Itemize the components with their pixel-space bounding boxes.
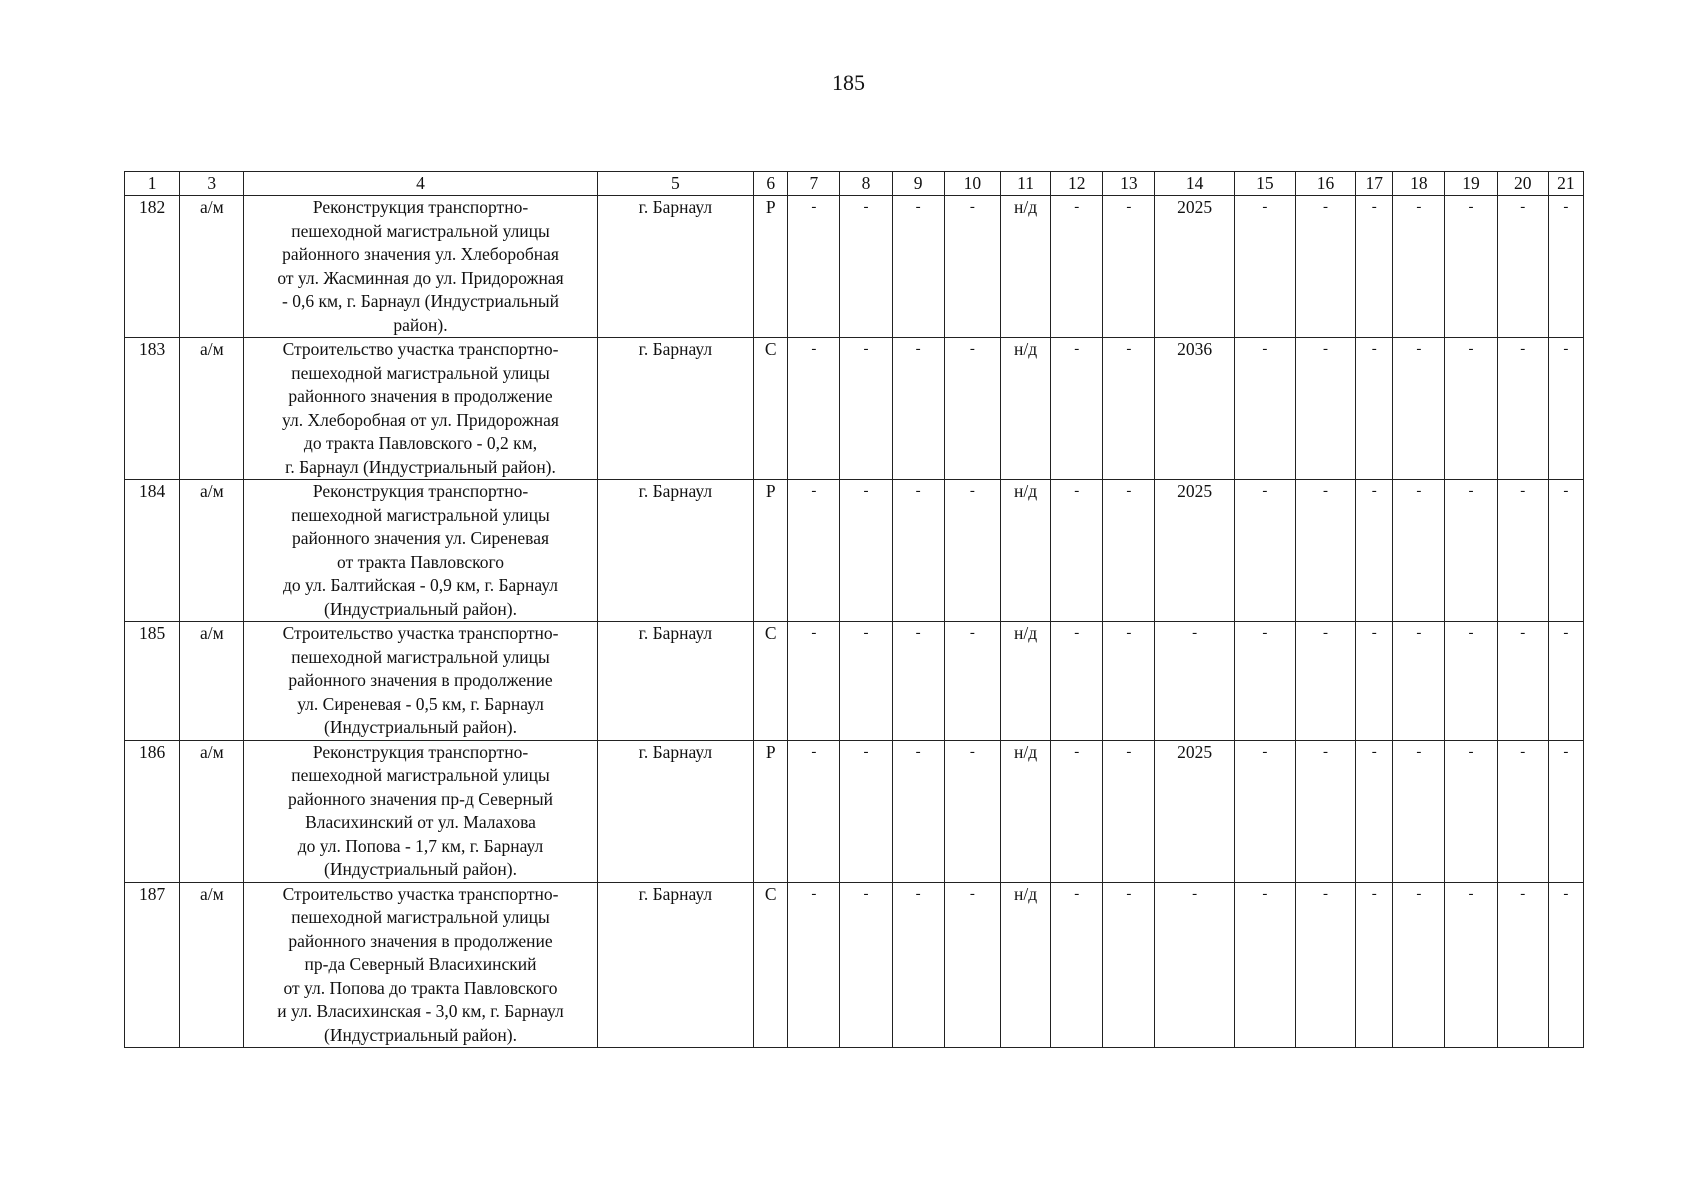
table-cell: - <box>1445 480 1497 622</box>
table-cell: - <box>1393 622 1445 741</box>
table-cell: - <box>1548 882 1583 1048</box>
column-header: 5 <box>597 172 754 196</box>
table-cell: - <box>1356 480 1393 622</box>
table-cell: - <box>1548 622 1583 741</box>
column-header: 19 <box>1445 172 1497 196</box>
table-cell: - <box>1497 740 1548 882</box>
year-cell: 2036 <box>1155 338 1234 480</box>
table-cell: - <box>892 338 944 480</box>
column-header: 11 <box>1000 172 1050 196</box>
row-number: 182 <box>125 196 180 338</box>
table-cell: - <box>1295 480 1355 622</box>
object-type: а/м <box>180 196 244 338</box>
table-row <box>125 740 1584 882</box>
column-header: 10 <box>944 172 1000 196</box>
object-type: а/м <box>180 622 244 741</box>
table-cell: - <box>1356 338 1393 480</box>
location-cell: г. Барнаул <box>597 740 754 882</box>
column-header: 6 <box>754 172 788 196</box>
table-cell: - <box>892 740 944 882</box>
table-cell: - <box>1548 338 1583 480</box>
table-row <box>125 338 1584 480</box>
table-cell: - <box>892 622 944 741</box>
column-header: 18 <box>1393 172 1445 196</box>
column-header: 16 <box>1295 172 1355 196</box>
table-cell: - <box>1234 882 1295 1048</box>
table-cell: - <box>1051 480 1103 622</box>
table-cell: - <box>840 480 892 622</box>
table-cell: - <box>944 480 1000 622</box>
table-cell: - <box>1103 338 1155 480</box>
table-cell: - <box>840 622 892 741</box>
object-description: Строительство участка транспортно- пешеходной магистральной улицы районного значения в продолжение пр-да Северный Власихинский от ул. Попова до тракта Павловского и ул. Власихинская - 3,0 км, г. Барнаул (Индустриальный район). <box>244 882 597 1048</box>
column-header: 21 <box>1548 172 1583 196</box>
table-cell: - <box>1234 480 1295 622</box>
table-cell: - <box>1295 196 1355 338</box>
year-cell: - <box>1155 622 1234 741</box>
table-cell: - <box>1497 882 1548 1048</box>
object-type: а/м <box>180 882 244 1048</box>
header-row <box>125 172 1584 196</box>
table-cell: - <box>788 882 840 1048</box>
status-cell: Р <box>754 196 788 338</box>
data-availability-cell: н/д <box>1000 480 1050 622</box>
table-cell: - <box>1356 622 1393 741</box>
table-cell: - <box>1051 338 1103 480</box>
table-cell: - <box>788 196 840 338</box>
table-cell: - <box>788 622 840 741</box>
object-type: а/м <box>180 480 244 622</box>
table-cell: - <box>944 196 1000 338</box>
row-number: 186 <box>125 740 180 882</box>
status-cell: С <box>754 622 788 741</box>
object-type: а/м <box>180 338 244 480</box>
status-cell: С <box>754 882 788 1048</box>
column-header: 12 <box>1051 172 1103 196</box>
table-cell: - <box>1051 196 1103 338</box>
row-number: 184 <box>125 480 180 622</box>
object-description: Реконструкция транспортно- пешеходной магистральной улицы районного значения пр-д Северный Власихинский от ул. Малахова до ул. Попова - 1,7 км, г. Барнаул (Индустриальный район). <box>244 740 597 882</box>
location-cell: г. Барнаул <box>597 480 754 622</box>
year-cell: 2025 <box>1155 196 1234 338</box>
table-cell: - <box>1393 338 1445 480</box>
table-cell: - <box>1051 882 1103 1048</box>
status-cell: С <box>754 338 788 480</box>
location-cell: г. Барнаул <box>597 882 754 1048</box>
table-cell: - <box>1393 740 1445 882</box>
data-availability-cell: н/д <box>1000 338 1050 480</box>
data-availability-cell: н/д <box>1000 196 1050 338</box>
table-cell: - <box>788 480 840 622</box>
location-cell: г. Барнаул <box>597 338 754 480</box>
object-type: а/м <box>180 740 244 882</box>
column-header: 1 <box>125 172 180 196</box>
object-description: Реконструкция транспортно- пешеходной магистральной улицы районного значения ул. Сиреневая от тракта Павловского до ул. Балтийская - 0,9 км, г. Барнаул (Индустриальный район). <box>244 480 597 622</box>
location-cell: г. Барнаул <box>597 196 754 338</box>
table-cell: - <box>840 196 892 338</box>
column-header: 13 <box>1103 172 1155 196</box>
table-cell: - <box>1548 196 1583 338</box>
table-cell: - <box>944 622 1000 741</box>
column-header: 8 <box>840 172 892 196</box>
table-cell: - <box>1103 740 1155 882</box>
table-cell: - <box>1103 196 1155 338</box>
data-availability-cell: н/д <box>1000 622 1050 741</box>
table-cell: - <box>840 740 892 882</box>
table-cell: - <box>840 882 892 1048</box>
table-cell: - <box>1103 622 1155 741</box>
table-cell: - <box>1295 882 1355 1048</box>
table-cell: - <box>1356 882 1393 1048</box>
table-cell: - <box>788 338 840 480</box>
table-row <box>125 196 1584 338</box>
table-cell: - <box>892 480 944 622</box>
table-cell: - <box>1393 882 1445 1048</box>
table-cell: - <box>1103 882 1155 1048</box>
table-cell: - <box>1103 480 1155 622</box>
table-cell: - <box>788 740 840 882</box>
table-cell: - <box>1445 338 1497 480</box>
table-row <box>125 622 1584 741</box>
table-cell: - <box>840 338 892 480</box>
table-cell: - <box>1445 740 1497 882</box>
object-description: Строительство участка транспортно- пешеходной магистральной улицы районного значения в продолжение ул. Сиреневая - 0,5 км, г. Барнаул (Индустриальный район). <box>244 622 597 741</box>
page-number: 185 <box>832 70 865 95</box>
table-cell: - <box>1497 196 1548 338</box>
table-cell: - <box>944 740 1000 882</box>
table-cell: - <box>1295 338 1355 480</box>
column-header: 20 <box>1497 172 1548 196</box>
table-cell: - <box>1393 196 1445 338</box>
table-cell: - <box>1295 740 1355 882</box>
table-cell: - <box>1497 338 1548 480</box>
location-cell: г. Барнаул <box>597 622 754 741</box>
table-cell: - <box>1548 740 1583 882</box>
table-cell: - <box>892 196 944 338</box>
row-number: 183 <box>125 338 180 480</box>
table-cell: - <box>1234 338 1295 480</box>
object-description: Строительство участка транспортно- пешеходной магистральной улицы районного значения в продолжение ул. Хлеборобная от ул. Придорожная до тракта Павловского - 0,2 км, г. Барнаул (Индустриальный район). <box>244 338 597 480</box>
column-header: 7 <box>788 172 840 196</box>
data-availability-cell: н/д <box>1000 740 1050 882</box>
table-cell: - <box>1295 622 1355 741</box>
year-cell: 2025 <box>1155 480 1234 622</box>
table-row <box>125 882 1584 1048</box>
table-cell: - <box>1356 196 1393 338</box>
table-cell: - <box>1234 622 1295 741</box>
table-cell: - <box>1548 480 1583 622</box>
table-cell: - <box>944 882 1000 1048</box>
column-header: 9 <box>892 172 944 196</box>
table-cell: - <box>1445 196 1497 338</box>
column-header: 17 <box>1356 172 1393 196</box>
table-cell: - <box>1445 882 1497 1048</box>
infrastructure-table <box>124 171 1584 1048</box>
table-cell: - <box>944 338 1000 480</box>
year-cell: - <box>1155 882 1234 1048</box>
table-cell: - <box>892 882 944 1048</box>
row-number: 187 <box>125 882 180 1048</box>
object-description: Реконструкция транспортно- пешеходной магистральной улицы районного значения ул. Хлеборобная от ул. Жасминная до ул. Придорожная - 0,6 км, г. Барнаул (Индустриальный район). <box>244 196 597 338</box>
table-cell: - <box>1234 740 1295 882</box>
table-cell: - <box>1393 480 1445 622</box>
column-header: 15 <box>1234 172 1295 196</box>
table-cell: - <box>1051 622 1103 741</box>
status-cell: Р <box>754 740 788 882</box>
table-header <box>125 172 1584 196</box>
year-cell: 2025 <box>1155 740 1234 882</box>
column-header: 14 <box>1155 172 1234 196</box>
table-cell: - <box>1356 740 1393 882</box>
column-header: 3 <box>180 172 244 196</box>
table-body <box>125 196 1584 1048</box>
table-cell: - <box>1051 740 1103 882</box>
table-cell: - <box>1497 480 1548 622</box>
data-availability-cell: н/д <box>1000 882 1050 1048</box>
table-cell: - <box>1445 622 1497 741</box>
table-row <box>125 480 1584 622</box>
column-header: 4 <box>244 172 597 196</box>
table-cell: - <box>1497 622 1548 741</box>
row-number: 185 <box>125 622 180 741</box>
table-cell: - <box>1234 196 1295 338</box>
status-cell: Р <box>754 480 788 622</box>
